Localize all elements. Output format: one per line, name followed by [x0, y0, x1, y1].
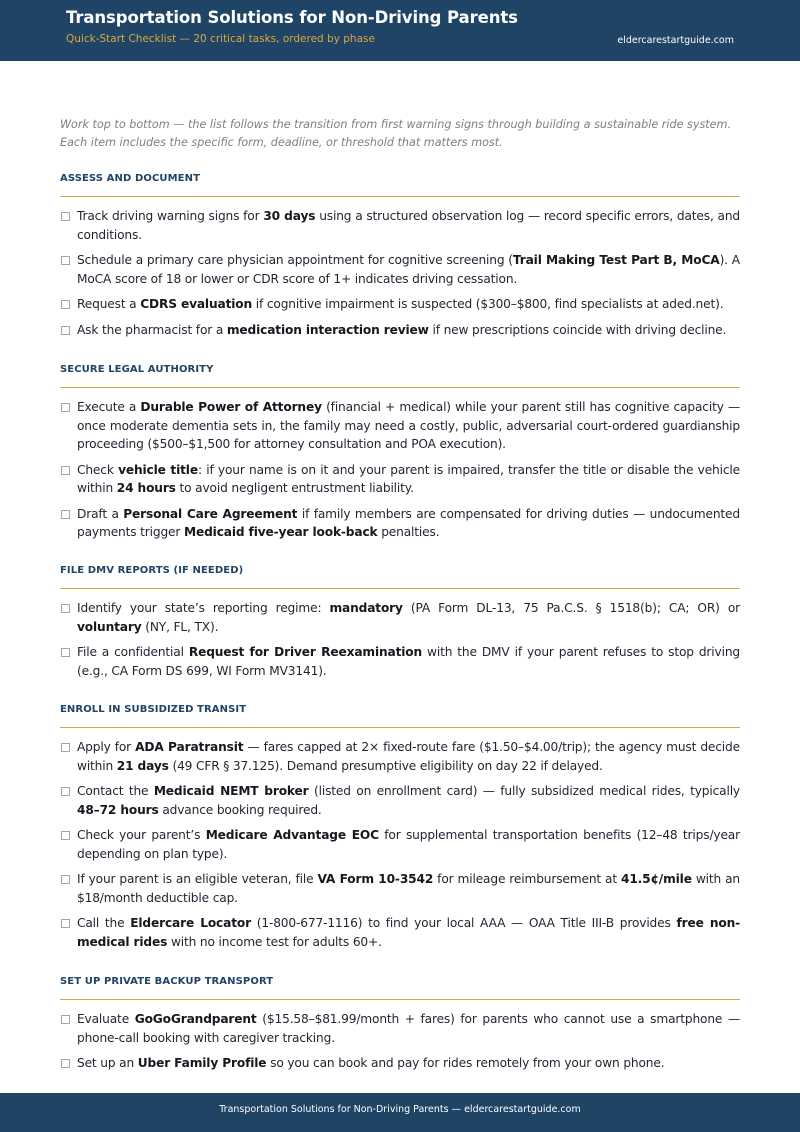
item-text: Draft a	[77, 506, 124, 521]
checklist-item	[60, 870, 740, 907]
intro-text: Work top to bottom — the list follows the transition from first warning signs through building a sustainable ride system. Each item includes the specific form, deadline, or threshold that matters most.	[60, 118, 732, 149]
checkbox-icon[interactable]	[61, 403, 70, 412]
item-text: ). A MoCA score of 18 or lower or CDR score of 1+ indicates driving cessation.	[77, 253, 740, 286]
checkbox-icon[interactable]	[61, 875, 70, 884]
item-text: Ask the pharmacist for a	[77, 322, 227, 337]
section-divider	[60, 588, 740, 589]
item-emphasis: Personal Care Agreement	[123, 506, 298, 521]
checklist-item	[60, 782, 740, 819]
section-enroll-in-subsidized-transit	[60, 703, 740, 958]
checklist-item	[60, 1010, 740, 1047]
page-header	[0, 0, 800, 61]
checkbox-icon[interactable]	[61, 831, 70, 840]
section-divider	[60, 196, 740, 197]
checkbox-icon[interactable]	[61, 743, 70, 752]
section-secure-legal-authority	[60, 363, 740, 549]
checklist-item	[60, 643, 740, 680]
item-text: with the DMV if your parent refuses to stop driving (e.g., CA Form DS 699, WI Form MV3141).	[77, 645, 740, 678]
section-title: SECURE LEGAL AUTHORITY	[60, 364, 214, 375]
section-file-dmv-reports	[60, 564, 740, 687]
item-emphasis: voluntary	[77, 619, 142, 634]
checklist-item	[60, 295, 740, 314]
item-text: Schedule a primary care physician appointment for cognitive screening (	[77, 253, 513, 267]
item-emphasis: CDRS evaluation	[140, 297, 253, 311]
item-emphasis: 21 days	[116, 758, 169, 773]
item-emphasis: Uber Family Profile	[137, 1056, 267, 1070]
site-url: eldercarestartguide.com	[617, 35, 734, 46]
item-text: (PA Form DL-13, 75 Pa.C.S. § 1518(b); CA; OR) or	[402, 601, 740, 615]
checkbox-icon[interactable]	[61, 466, 70, 475]
checkbox-icon[interactable]	[61, 1059, 70, 1068]
checkbox-icon[interactable]	[61, 1015, 70, 1024]
checkbox-icon[interactable]	[61, 326, 70, 335]
checkbox-icon[interactable]	[61, 787, 70, 796]
item-text: advance booking required.	[158, 802, 322, 817]
item-emphasis: Request for Driver Reexamination	[188, 645, 423, 659]
page-subtitle: Quick-Start Checklist — 20 critical tasks, ordered by phase	[66, 33, 375, 45]
item-text: using a structured observation log — record specific errors, dates, and conditions.	[77, 209, 740, 242]
item-text: Check your parent’s	[77, 828, 206, 842]
item-text: for supplemental transportation benefits (12–48 trips/year depending on plan type).	[77, 828, 740, 861]
item-emphasis: Durable Power of Attorney	[140, 400, 322, 414]
checklist	[60, 398, 740, 542]
item-emphasis: 41.5¢/mile	[621, 872, 692, 886]
item-text: If your parent is an eligible veteran, file	[77, 872, 318, 886]
item-emphasis: Eldercare Locator	[130, 916, 251, 930]
item-text: — fares capped at 2× fixed-route fare ($1.50–$4.00/trip); the agency must decide within	[77, 740, 740, 773]
item-text: ($15.58–$81.99/month + fares) for parents who cannot use a smartphone — phone-call booking with caregiver tracking.	[77, 1012, 740, 1045]
checklist	[60, 1010, 740, 1073]
section-title: ENROLL IN SUBSIDIZED TRANSIT	[60, 704, 247, 715]
item-emphasis: 48–72 hours	[77, 802, 159, 817]
checklist-item	[60, 251, 740, 288]
item-emphasis: 24 hours	[116, 481, 176, 495]
item-text: (financial + medical) while your parent still has cognitive capacity — once moderate dementia sets in, the family may need a costly, public, adversarial court-ordered guardianship proceeding ($500–$1,500 for attorney consultation and POA execution).	[77, 400, 740, 451]
checklist-item	[60, 398, 740, 454]
item-text: Identify your state’s reporting regime:	[77, 601, 330, 615]
section-set-up-private-backup-transport	[60, 975, 740, 1080]
section-title: FILE DMV REPORTS (IF NEEDED)	[60, 565, 244, 576]
section-assess-and-document	[60, 172, 740, 346]
section-divider	[60, 727, 740, 728]
item-emphasis: Medicaid NEMT broker	[153, 784, 309, 798]
item-text: if cognitive impairment is suspected ($300–$800, find specialists at aded.net).	[252, 297, 724, 311]
item-text: (1-800-677-1116) to find your local AAA — OAA Title III-B provides	[250, 916, 677, 930]
item-emphasis: vehicle title	[118, 462, 198, 477]
item-emphasis: medication interaction review	[226, 322, 429, 337]
checkbox-icon[interactable]	[61, 919, 70, 928]
checkbox-icon[interactable]	[61, 212, 70, 221]
item-text: Track driving warning signs for	[77, 209, 264, 223]
item-emphasis: Medicare Advantage EOC	[205, 828, 379, 842]
item-text: so you can book and pay for rides remotely from your own phone.	[266, 1056, 665, 1070]
item-text: penalties.	[377, 525, 440, 539]
item-text: Evaluate	[77, 1012, 135, 1026]
item-text: Request a	[77, 297, 141, 311]
item-text: with an $18/month deductible cap.	[77, 872, 740, 905]
section-title: ASSESS AND DOCUMENT	[60, 173, 200, 184]
page-title: Transportation Solutions for Non-Driving Parents	[66, 8, 518, 27]
section-title: SET UP PRIVATE BACKUP TRANSPORT	[60, 976, 274, 987]
checklist-item	[60, 321, 740, 340]
item-text: to avoid negligent entrustment liability.	[175, 481, 414, 495]
checklist	[60, 738, 740, 951]
item-text: Contact the	[77, 784, 154, 798]
checklist-item	[60, 207, 740, 244]
checkbox-icon[interactable]	[61, 604, 70, 613]
item-text: (49 CFR § 37.125). Demand presumptive eligibility on day 22 if delayed.	[168, 758, 603, 773]
checklist-item	[60, 914, 740, 951]
footer-text: Transportation Solutions for Non-Driving Parents — eldercarestartguide.com	[219, 1104, 581, 1115]
checklist-item	[60, 826, 740, 863]
item-text: Apply for	[77, 740, 136, 754]
item-emphasis: 30 days	[263, 209, 316, 223]
item-text: with no income test for adults 60+.	[167, 934, 382, 949]
checklist-item	[60, 505, 740, 542]
checkbox-icon[interactable]	[61, 300, 70, 309]
checkbox-icon[interactable]	[61, 256, 70, 265]
page-footer	[0, 1093, 800, 1132]
item-text: Check	[77, 462, 119, 477]
checklist	[60, 207, 740, 339]
item-text: Execute a	[77, 400, 141, 414]
item-text: (listed on enrollment card) — fully subsidized medical rides, typically	[308, 784, 740, 798]
checkbox-icon[interactable]	[61, 510, 70, 519]
item-emphasis: ADA Paratransit	[135, 740, 244, 754]
checklist-item	[60, 1054, 740, 1073]
checklist	[60, 599, 740, 680]
item-emphasis: VA Form 10-3542	[317, 872, 434, 886]
item-text: (NY, FL, TX).	[141, 619, 219, 634]
item-emphasis: GoGoGrandparent	[134, 1012, 257, 1026]
section-divider	[60, 387, 740, 388]
checklist-item	[60, 599, 740, 636]
checklist-item	[60, 461, 740, 498]
item-text: Call the	[77, 916, 131, 930]
item-text: Set up an	[77, 1056, 138, 1070]
checklist-item	[60, 738, 740, 775]
item-text: if family members are compensated for driving duties — undocumented payments trigger	[77, 506, 740, 539]
item-emphasis: Trail Making Test Part B, MoCA	[512, 253, 720, 267]
section-divider	[60, 999, 740, 1000]
item-text: : if your name is on it and your parent is impaired, transfer the title or disable the vehicle within	[77, 462, 741, 495]
item-emphasis: free non-medical rides	[77, 916, 741, 949]
item-text: if new prescriptions coincide with driving decline.	[428, 322, 727, 337]
item-emphasis: mandatory	[329, 601, 403, 615]
item-text: File a confidential	[77, 645, 189, 659]
checkbox-icon[interactable]	[61, 648, 70, 657]
item-text: for mileage reimbursement at	[433, 872, 621, 886]
item-emphasis: Medicaid five-year look-back	[184, 525, 378, 539]
